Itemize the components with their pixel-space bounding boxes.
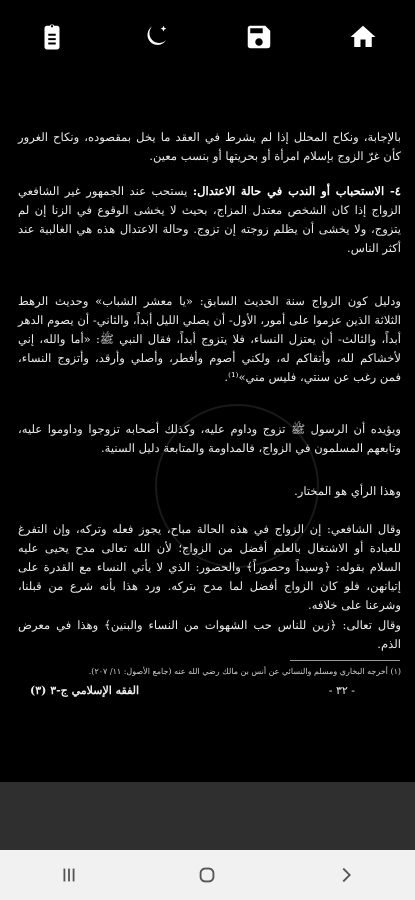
back-chevron-icon — [335, 864, 357, 886]
footnote: (١) أخرجه البخاري ومسلم والنسائي عن أنس بن مالك رضي الله عنه (جامع الأصول: ١١/ ٢٠٧). — [88, 667, 401, 676]
recents-icon — [58, 864, 80, 886]
paragraph-5: وهذا الرأي هو المختار. — [294, 484, 401, 498]
paragraph-3: ودليل كون الزواج سنة الحديث السابق: «يا معشر الشباب» وحديث الرهط الثلاثة الذين عزموا على أمور، الأول- أن يصلي الليل أبداً، والثاني- أن يصوم الدهر أبداً، والثالث- أن يعتزل النساء، فلا يتزوج أبداً، فقال النبي ﷺ: «أما والله، إني لأخشاكم لله، وأتقاكم له، ولكني أصوم وأفطر، وأصلي وأرقد، وأتزوج النساء، فمن رغب عن سنتي، فليس مني»⁽¹⁾. — [18, 294, 401, 384]
page-number: - ٣٢ - — [328, 684, 355, 697]
back-button[interactable] — [326, 855, 366, 895]
clipboard-icon — [37, 22, 67, 52]
home-nav-button[interactable] — [187, 855, 227, 895]
clipboard-button[interactable] — [30, 15, 74, 59]
system-navbar — [0, 850, 415, 900]
home-icon — [348, 22, 378, 52]
footnote-divider — [290, 660, 400, 661]
paragraph-6: وقال الشافعي: إن الزواج في هذه الحالة مباح، يجوز فعله وتركه، وإن التفرغ للعبادة أو الاشتغال بالعلم أفضل من الزواج؛ لأن الله تعالى مدح يحيى عليه السلام بقوله: ﴿وسيداً وحصوراً﴾ والحصور: الذي لا يأتي النساء مع القدرة على إتيانهن، فلو كان الزواج أفضل لما مدح بتركه. ورد هذا بأنه شرع من قبلنا، وشرعنا على خلافه. — [18, 522, 401, 612]
recents-button[interactable] — [49, 855, 89, 895]
save-icon — [244, 22, 274, 52]
paragraph-2-body: يستحب عند الجمهور غير الشافعي الزواج إذا كان الشخص معتدل المزاج، بحيث لا يخشى الوقوع في الزنا إن لم يتزوج، ولا يخشى أن يظلم زوجته إن تزوج. وحالة الاعتدال هذه هي الغالبية عند أكثر الناس. — [18, 184, 401, 255]
paragraph-7: وقال تعالى: ﴿زين للناس حب الشهوات من النساء والبنين﴾ وهذا في معرض الذم. — [18, 618, 401, 651]
book-page[interactable] — [0, 74, 415, 782]
bottom-panel — [0, 782, 415, 850]
page-footer — [30, 684, 395, 697]
top-toolbar — [0, 0, 415, 75]
paragraph-1: بالإجابة، ونكاح المحلل إذا لم يشرط في العقد ما يخل بمقصوده، ونكاح الغرور كأن غرّ الزوج بإسلام امرأة أو بحريتها أو بنسب معين. — [18, 130, 401, 163]
paragraph-2-heading: ٤- الاستحباب أو الندب في حالة الاعتدال: — [192, 184, 401, 198]
book-title: الفقه الإسلامي ج-٣ (٣) — [30, 684, 140, 697]
home-circle-icon — [196, 864, 218, 886]
save-button[interactable] — [237, 15, 281, 59]
paragraph-2 — [18, 182, 401, 258]
paragraph-4: ويؤيده أن الرسول ﷺ تزوج وداوم عليه، وكذلك أصحابه تزوجوا وداوموا عليه، وتابعهم المسلمون في الزواج، فالمداومة والمتابعة دليل السنية. — [18, 422, 401, 455]
night-mode-button[interactable] — [134, 15, 178, 59]
night-mode-icon — [141, 22, 171, 52]
home-button[interactable] — [341, 15, 385, 59]
